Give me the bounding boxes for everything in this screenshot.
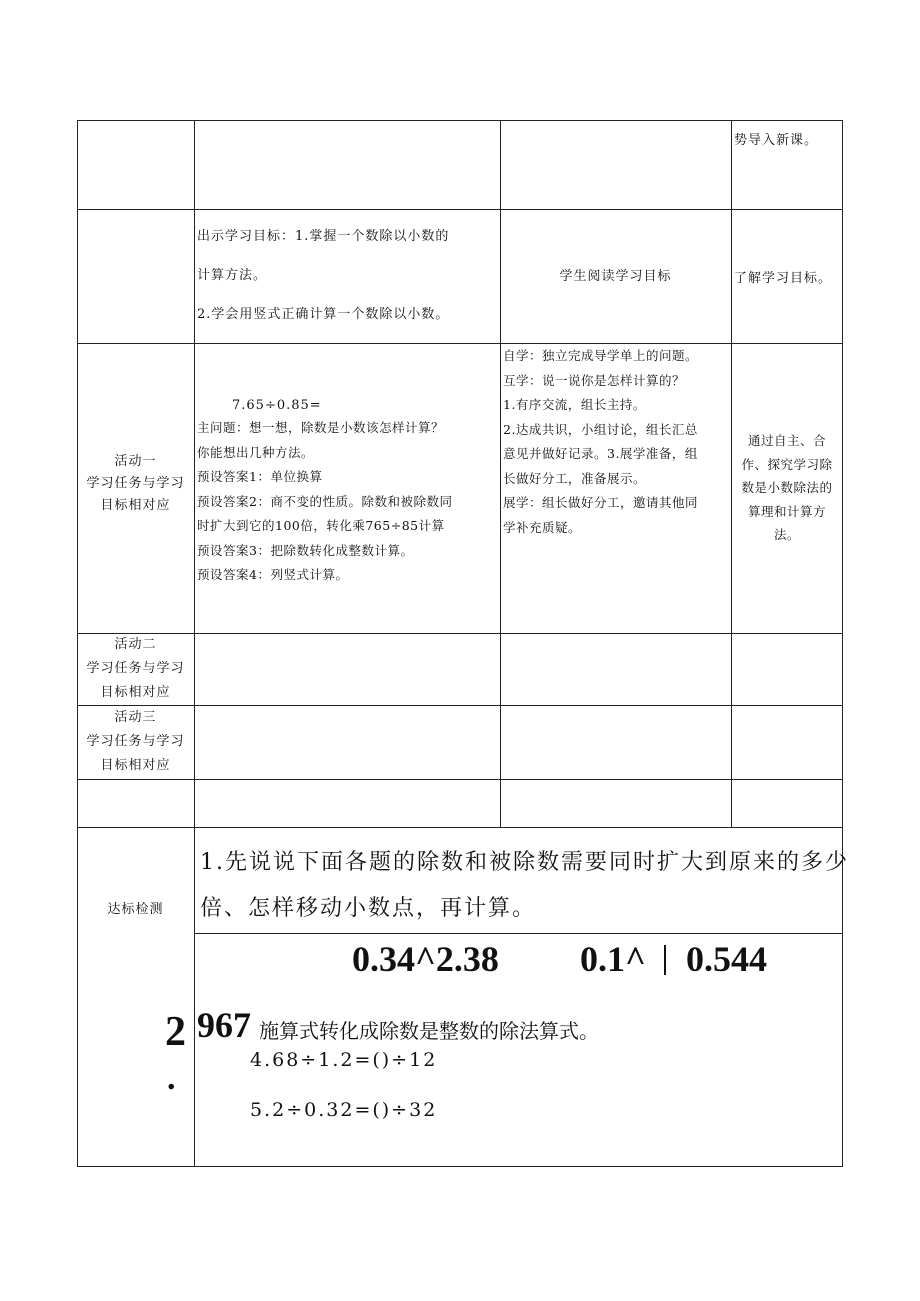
row2-student-activity xyxy=(500,264,731,289)
row5-label-line-2: 学习任务与学习 xyxy=(86,734,185,749)
row3-teacher-line-4: 预设答案2：商不变的性质。除数和被除数同 xyxy=(197,493,453,509)
table-border-right xyxy=(842,120,843,1167)
row2-purpose xyxy=(734,266,832,291)
row4-label-line-3: 目标相对应 xyxy=(100,685,171,700)
q1-expression-c: 0.544 xyxy=(686,939,767,979)
assessment-label xyxy=(77,897,194,922)
q2-equation-2: 5.2÷0.32=()÷32 xyxy=(250,1099,438,1121)
table-border-top xyxy=(77,120,842,121)
q2-number: 2 xyxy=(165,1009,186,1055)
row4-label-line-1: 活动二 xyxy=(114,637,157,652)
q2-equation-1: 4.68÷1.2=()÷12 xyxy=(250,1049,438,1071)
col-divider-1 xyxy=(194,120,195,1167)
row3-purpose-line-3: 数是小数除法的 xyxy=(741,480,833,495)
row3-student-line-5: 意见并做好记录。3.展学准备，组 xyxy=(503,446,698,461)
row-divider-1 xyxy=(77,209,842,210)
q2-dot: . xyxy=(167,1060,176,1097)
row3-purpose-line-1: 通过自主、合 xyxy=(747,433,826,448)
row-divider-6 xyxy=(77,827,842,828)
assessment-label-text: 达标检测 xyxy=(107,902,164,917)
row3-teacher-activity xyxy=(197,416,452,588)
row-divider-7 xyxy=(194,933,842,934)
row2-teacher-activity xyxy=(197,217,449,334)
row3-purpose-line-5: 法。 xyxy=(773,527,800,542)
row3-purpose-line-4: 算理和计算方 xyxy=(747,503,826,519)
q2-instruction: 施算式转化成除数是整数的除法算式。 xyxy=(259,1019,599,1043)
row3-teacher-line-1: 主问题：想一想，除数是小数该怎样计算？ xyxy=(197,420,445,435)
q1-divider-bar xyxy=(664,945,666,975)
row3-student-line-7: 展学：组长做好分工，邀请其他同 xyxy=(503,495,699,510)
row3-purpose-line-2: 作、探究学习除 xyxy=(741,456,833,472)
row1-purpose xyxy=(734,128,818,153)
row3-teacher-line-6: 预设答案3：把除数转化成整数计算。 xyxy=(197,542,414,558)
q1-line-2: 倍、怎样移动小数点，再计算。 xyxy=(200,896,537,921)
row2-teacher-line-1: 出示学习目标：1.掌握一个数除以小数的 xyxy=(197,229,450,244)
row2-student-text: 学生阅读学习目标 xyxy=(559,269,672,284)
row3-student-line-8: 学补充质疑。 xyxy=(503,519,582,535)
row2-purpose-text: 了解学习目标。 xyxy=(734,271,833,286)
row3-student-line-4: 2.达成共识，小组讨论，组长汇总 xyxy=(503,421,698,437)
row5-label-line-1: 活动三 xyxy=(114,710,157,725)
row2-teacher-line-3: 2.学会用竖式正确计算一个数除以小数。 xyxy=(197,307,450,322)
row3-label-line-3: 目标相对应 xyxy=(100,498,171,513)
row3-teacher-line-3: 预设答案1：单位换算 xyxy=(197,469,323,484)
row3-student-line-3: 1.有序交流，组长主持。 xyxy=(503,397,646,412)
row3-teacher-line-7: 预设答案4：列竖式计算。 xyxy=(197,567,349,582)
row4-activity-label xyxy=(77,633,194,705)
row3-student-activity xyxy=(503,344,698,540)
row5-label-line-3: 目标相对应 xyxy=(100,758,171,773)
q1-expression-b: 0.1^ xyxy=(580,939,646,979)
q1-expression-a: 0.34^2.38 xyxy=(352,939,499,979)
row3-student-line-6: 长做好分工，准备展示。 xyxy=(503,470,647,486)
table-border-bottom xyxy=(77,1166,842,1167)
row3-purpose xyxy=(732,429,842,547)
row3-student-line-2: 互学：说一说你是怎样计算的？ xyxy=(503,372,686,388)
row-divider-5 xyxy=(77,779,842,780)
col-divider-2 xyxy=(500,120,501,828)
row-divider-2 xyxy=(77,343,842,344)
row3-teacher-line-5: 时扩大到它的100倍，转化乘765÷85计算 xyxy=(197,518,445,533)
row1-purpose-text: 势导入新课。 xyxy=(734,133,819,148)
q1-line-1: 1.先说说下面各题的除数和被除数需要同时扩大到原来的多少 xyxy=(200,850,849,875)
q2-prefix: 967 xyxy=(197,1005,251,1045)
row3-teacher-line-2: 你能想出几种方法。 xyxy=(197,444,315,460)
row4-label-line-2: 学习任务与学习 xyxy=(86,661,185,676)
row3-student-line-1: 自学：独立完成导学单上的问题。 xyxy=(503,348,699,363)
row3-label-line-2: 学习任务与学习 xyxy=(86,476,185,491)
row3-equation-text: 7.65÷0.85= xyxy=(232,398,322,413)
row5-activity-label xyxy=(77,706,194,778)
row2-teacher-line-2: 计算方法。 xyxy=(197,268,268,283)
row3-equation xyxy=(232,393,322,418)
row3-label-line-1: 活动一 xyxy=(114,454,157,469)
assessment-question-1 xyxy=(200,840,849,932)
row3-activity-label xyxy=(77,451,194,517)
